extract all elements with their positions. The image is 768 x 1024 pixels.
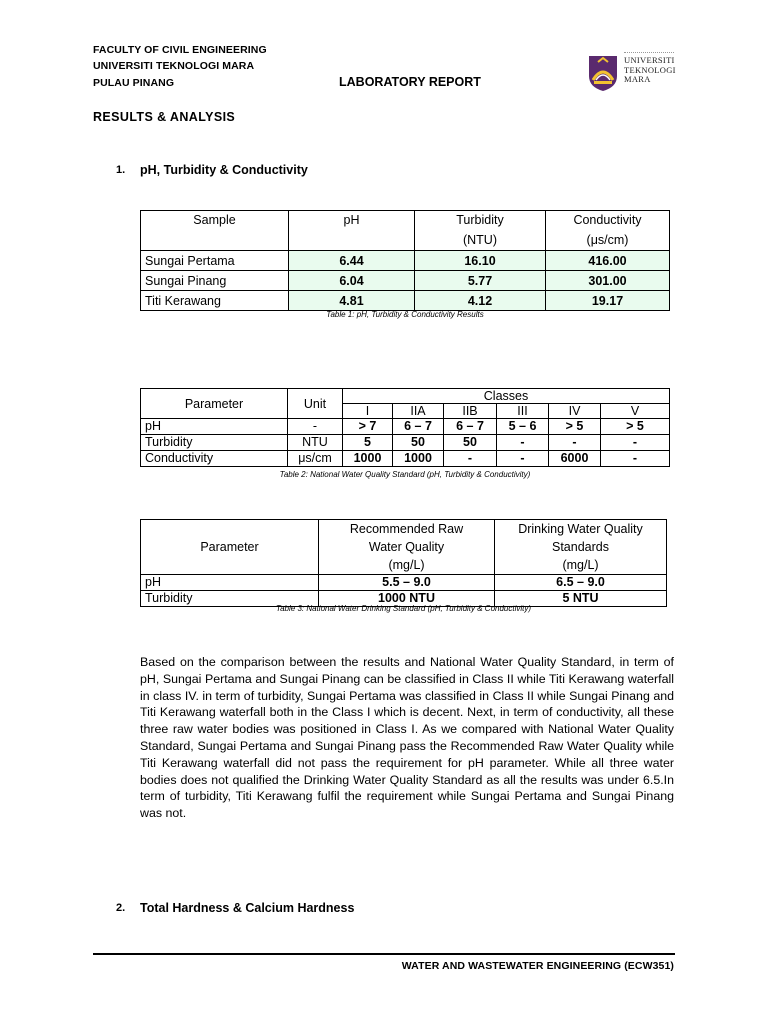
table-header: Unit — [288, 389, 343, 419]
table-caption: Table 3: National Water Drinking Standard (pH, Turbidity & Conductivity) — [275, 604, 532, 613]
table-row: Turbidity 1000 NTU 5 NTU — [141, 591, 667, 607]
conductivity-value: 416.00 — [546, 251, 670, 271]
table-row: Conductivity μs/cm 1000 1000 - - 6000 - — [141, 451, 670, 467]
class-label: I — [343, 404, 393, 419]
class-label: IIB — [444, 404, 497, 419]
subsection-number: 2. — [116, 902, 126, 914]
table-header: Classes — [343, 389, 670, 404]
results-table — [140, 210, 670, 311]
conductivity-value: 301.00 — [546, 271, 670, 291]
university-name: UNIVERSITI TEKNOLOGI MARA — [93, 60, 255, 72]
table-row — [141, 251, 670, 271]
class-label: III — [497, 404, 549, 419]
table-header: Parameter — [141, 520, 319, 575]
table-header: Sample — [141, 211, 289, 251]
class-label: IIA — [393, 404, 444, 419]
table-header: pH — [289, 211, 415, 251]
faculty-name: FACULTY OF CIVIL ENGINEERING — [93, 44, 267, 56]
table-header: Recommended Raw Water Quality (mg/L) — [319, 520, 495, 575]
standard-table — [140, 388, 670, 467]
footer-course: WATER AND WASTEWATER ENGINEERING (ECW351) — [401, 960, 674, 972]
ph-value: 4.81 — [289, 291, 415, 311]
table-row: pH 5.5 – 9.0 6.5 – 9.0 — [141, 575, 667, 591]
sample-name: Sungai Pertama — [141, 251, 289, 271]
table-caption: Table 2: National Water Quality Standard (pH, Turbidity & Conductivity) — [279, 470, 531, 479]
ph-value: 6.04 — [289, 271, 415, 291]
table-row: Turbidity NTU 5 50 50 - - - — [141, 435, 670, 451]
report-title: LABORATORY REPORT — [339, 75, 481, 89]
logo-wordmark: UNIVERSITI TEKNOLOGI MARA — [624, 55, 676, 84]
table-row: pH - > 7 6 – 7 6 – 7 5 – 6 > 5 > 5 — [141, 419, 670, 435]
turbidity-value: 4.12 — [415, 291, 546, 311]
class-label: V — [601, 404, 670, 419]
class-label: IV — [549, 404, 601, 419]
drinking-standard-table — [140, 519, 667, 607]
table-header: Turbidity (NTU) — [415, 211, 546, 251]
table-header: Parameter — [141, 389, 288, 419]
subsection-title: Total Hardness & Calcium Hardness — [140, 901, 355, 915]
analysis-paragraph: Based on the comparison between the results and National Water Quality Standard, in term of pH, Sungai Pertama and Sungai Pinang can be classified in Class II while Titi Kerawang waterfall in class IV. in term of turbidity, Sungai Pertama was classified in Class II while Sungai Pinang and Titi Kerawang waterfall both in the Class I which is decent. Next, in term of conductivity, all these three raw water bodies was positioned in Class I. As we compared with National Water Quality Standard, Sungai Pertama and Sungai Pinang pass the Recommended Raw Water Quality while Titi Kerawang waterfall did not pass the requirement for pH parameter. While all three water bodies does not qualified the Drinking Water Quality Standard as all the results was under 6.5.In term of turbidity, Titi Kerawang fulfil the requirement while Sungai Pertama and Sungai Pinang was not. — [140, 655, 674, 821]
sample-name: Titi Kerawang — [141, 291, 289, 311]
footer-rule — [93, 953, 675, 955]
ph-value: 6.44 — [289, 251, 415, 271]
section-title: RESULTS & ANALYSIS — [93, 110, 236, 124]
table-row — [141, 271, 670, 291]
conductivity-value: 19.17 — [546, 291, 670, 311]
uitm-crest-icon — [586, 54, 620, 92]
table-row — [141, 291, 670, 311]
sample-name: Sungai Pinang — [141, 271, 289, 291]
subsection-number: 1. — [116, 164, 126, 176]
subsection-title: pH, Turbidity & Conductivity — [140, 163, 308, 177]
university-logo — [586, 52, 678, 94]
campus-name: PULAU PINANG — [93, 77, 175, 89]
turbidity-value: 16.10 — [415, 251, 546, 271]
table-caption: Table 1: pH, Turbidity & Conductivity Results — [326, 310, 484, 319]
table-header: Drinking Water Quality Standards (mg/L) — [495, 520, 667, 575]
table-header: Conductivity (μs/cm) — [546, 211, 670, 251]
turbidity-value: 5.77 — [415, 271, 546, 291]
